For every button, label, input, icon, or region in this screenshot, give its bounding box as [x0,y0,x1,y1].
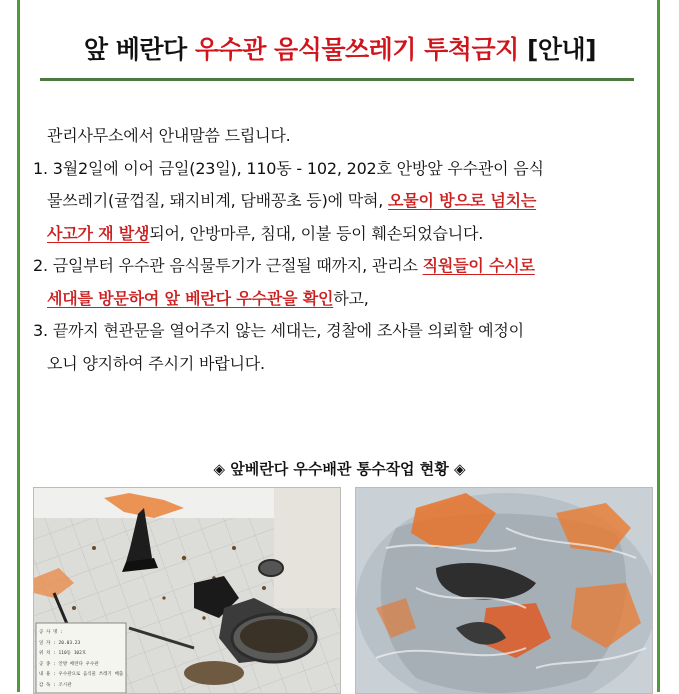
notice-body [33,120,638,380]
item-2-line-2: 세대를 방문하여 앞 베란다 우수관을 확인하고, [47,288,369,308]
title-suffix: [안내] [518,35,597,64]
collected-debris-photo [355,487,653,694]
item-1-line-2: 물쓰레기(귤껍질, 돼지비계, 담배꽁초 등)에 막혀, 오물이 방으로 넘치는 [47,191,537,210]
title-prefix: 앞 베란다 [83,35,195,64]
item-3-line-1: 3. 끝까지 현관문을 열어주지 않는 세대는, 경찰에 조사를 의뢰할 예정이 [33,321,524,340]
item-2-emphasis-1: 직원들이 수시로 [422,256,535,275]
construction-record-board: 공 사 명 : 일 자 : 20.03.23 위 치 : 110동 102호 공 종 : 안방 배란다 우수관 내 용 : 우수관으로 음식물 쓰레기 배출 감 독 : 조시관 [39,630,124,688]
intro-line: 관리사무소에서 안내말씀 드립니다. [47,126,291,145]
left-border [17,0,20,692]
item-2-line-1: 2. 금일부터 우수관 음식물투기가 근절될 때까지, 관리소 직원들이 수시로 [33,256,535,275]
title-divider [40,78,634,81]
notice-title [40,30,640,66]
item-2-emphasis-2: 세대를 방문하여 앞 베란다 우수관을 확인 [47,288,334,308]
item-1-line-3: 사고가 재 발생되어, 안방마루, 침대, 이불 등이 훼손되었습니다. [47,223,484,243]
right-border [657,0,660,692]
item-3-line-2: 오니 양지하여 주시기 바랍니다. [47,353,265,373]
photos-heading: ◈ 앞베란다 우수배관 통수작업 현황 ◈ [213,460,466,478]
balcony-floor-photo [33,487,341,694]
item-1-line-1: 1. 3월2일에 이어 금일(23일), 110동 - 102, 202호 안방앞 우수관이 음식 [33,158,544,178]
debris-bag-image [356,488,652,693]
title-highlight: 우수관 음식물쓰레기 투척금지 [194,35,519,64]
item-1-emphasis-2: 사고가 재 발생 [47,223,150,243]
item-1-emphasis-1: 오물이 방으로 넘치는 [388,191,537,210]
